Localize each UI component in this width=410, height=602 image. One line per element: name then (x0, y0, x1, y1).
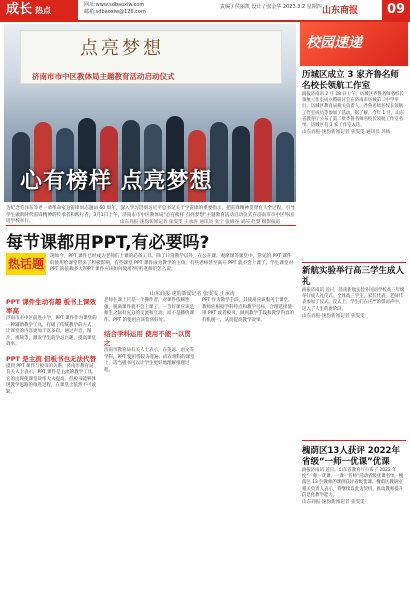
right-story-1 (302, 70, 406, 135)
column-2-text: 老师在课上只是一个操作者，对课件依赖性强，脱离课件就不会上课了。一节好课应该是师生之间有充分的交流和互动，而不是播放课件。PPT 的使用应该恰到好处。 (104, 298, 194, 323)
column-1-text-1: 济南市市中区前进小学，PPT 课件作为课堂的一种辅助教学工具，打破了传统教学的方式，让课堂的内容更加丰富多彩，通过声音、图片、视频等，激发学生的学习兴趣，提高课堂效率。 (6, 316, 97, 347)
email: 邮箱:sdbaoxiw@126.com (84, 9, 146, 15)
column-3 (202, 298, 296, 324)
contact-info (84, 2, 146, 16)
column-3-text: PPT 作为教学手段，其使用应该服务于课堂。教师应根据学科特点和教学目标，合理选择使用 PPT 或者板书，做到教学手段和教学内容的有机统一，从而提高教学效果。 (202, 298, 295, 323)
right-headline-1: 历城区成立 3 家齐鲁名师名校长领航工作室 (302, 70, 399, 91)
right-credit-3: 山东商报·速豹新闻记者 张雯雯 (302, 500, 365, 506)
section-title: 成长 (6, 2, 33, 17)
column-2-text-2: 济南市教育局有关人士表示，在英语、语文等学科，PPT 使用得较为普遍；而在理科的课堂上，适当板书可以让学生更好地理解推理过程。 (104, 348, 195, 373)
right-story-2 (302, 266, 406, 319)
right-headline-3: 槐荫区13人获评 2022年省级“一师一优课”优课 (302, 446, 400, 467)
divider (302, 440, 406, 441)
right-headline-2: 新航实验举行高三学生成人礼 (302, 266, 405, 287)
page-number: 09 (382, 0, 410, 20)
section-tag (0, 0, 78, 20)
story-lead: 现如今，PPT 课件已经成为老师们上课的必备工具。除了日常教学以外，在公开课、观摩课等课堂中，常见的 PPT 课件的使用给课堂带来了积极影响，有些课堂 PPT 课件成为教学的主角，有些老师甚至离开 PPT 就不会上课了。学生课堂对 PPT 的依赖多大?PPT 课件应该如何使用?听听老师们怎么说。 (50, 254, 294, 272)
subhead-1: PPT 课件生动有趣 板书上课效率高 (6, 298, 96, 315)
divider (6, 225, 296, 226)
website: 网址:www.sdbaoxiw.com (84, 2, 145, 8)
right-story-3 (302, 446, 406, 505)
campus-banner-title: 校园速递 (306, 35, 362, 51)
right-credit-2: 山东商报·速豹新闻记者 张雯雯 (302, 313, 365, 319)
right-credit-1: 山东商报·速豹新闻记者 张雯雯 通讯员 苏梅 (302, 130, 391, 136)
editor-info: 责编 / 侯丽凯 设计 / 张金华 2023.3.2 星期四 (220, 4, 322, 10)
right-text-2: 商报济南讯 近日，济南新航实验外国语学校高三年级举行成人礼仪式。全体高三学生、家长代表、老师代表参加了仪式。仪式上，学生们在庄严的誓词声中，迈入了人生的新阶段。 (302, 288, 405, 312)
lead-photo (4, 24, 296, 202)
photo-overlay-title: 心有榜样 点亮梦想 (20, 169, 213, 194)
banner-subtitle: 济南市市中区教体局主题教育活动启动仪式 (32, 72, 175, 81)
right-text-1: 商报济南讯 2 月 28 日上午，历城区齐鲁名师名校长领航工作室成立暨研讨会在济南市历城第二中学举行。历城区教育局相关负责人、齐鲁名师名校长领航工作室成员等参加了活动。据了解，今年 1 月，山东省教育厅公布了第二批齐鲁名师名校长领航工作室名单，历城区有 3 家工作室入选。 (302, 92, 405, 129)
page-header (0, 0, 410, 20)
subhead-2: PPT 是主流 但板书也无法代替 (6, 354, 96, 363)
column-2 (104, 298, 196, 374)
photo-credit: 山东商报·速豹新闻记者 张雯雯 王承涛 通讯员 张宁 张修谷 刘莎 赵黎 摄影报道 (120, 220, 281, 225)
story-headline: 每节课都用PPT,有必要吗? (6, 233, 210, 253)
banner-title: 点亮梦想 (80, 38, 164, 59)
paper-name: 山东商报 (322, 6, 359, 16)
right-text-3: 商报济南讯 近日，山东省教育厅公布了 2022 年度“一师一优课、一课一名师”活动省级优课名单，槐荫区 13 位教师的课例获评省级优课。槐荫区教研室相关负责人表示，将继续以此为契机，推动教师提升信息化教学能力。 (302, 468, 404, 498)
subhead-3: 结合学科运用 使用不能一以贯之 (104, 330, 191, 347)
topic-tag: 热话题 (6, 253, 46, 275)
story-credit: 山东商报·速豹新闻记者 张雯雯 王承涛 (150, 291, 235, 297)
column-1 (6, 298, 98, 396)
photo-caption: 为纪念毛泽东等老一辈革命家为雷锋同志题词 60 周年，深入学习贯彻习近平总书记关于学雷锋的重要指示，把雷锋精神贯穿育人全过程，引导学生做新时代雷锋精神的传承者和践行者，3月1日上午，济南市市中区教体局“心有榜样 点亮梦想”主题教育活动启动仪式在济南市市中区外国语学校举行。 (6, 206, 295, 225)
divider (302, 262, 406, 263)
column-1-text-2: 提到 PPT 课件与板书的关系，济南市教育局有关人士表示，PPT 课件是主流的教学工具，它的出现使课堂效率大大提高。但板书能够体现教学思路的推进过程，在课堂上依然不可或缺。 (6, 363, 97, 395)
section-subtitle: 热点 (35, 6, 52, 15)
